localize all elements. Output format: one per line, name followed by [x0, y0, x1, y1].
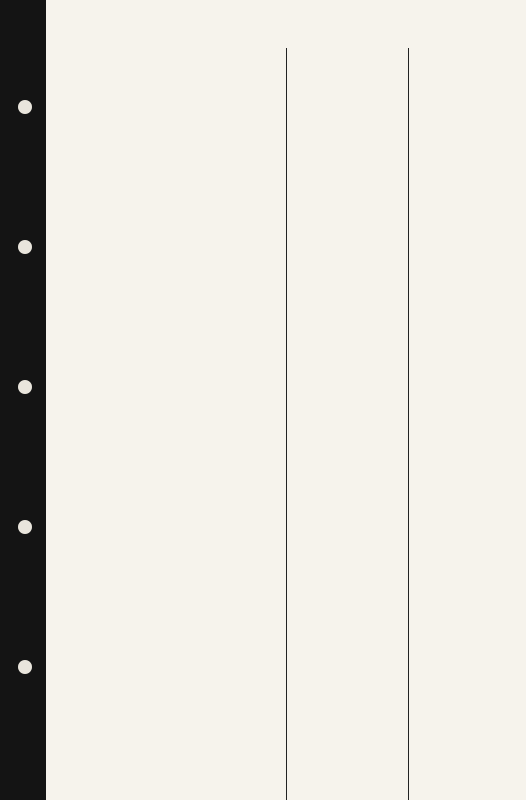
binding-hole — [18, 520, 32, 534]
binding-hole — [18, 660, 32, 674]
column-rule — [286, 48, 287, 800]
binding-strip — [0, 0, 46, 800]
binding-hole — [18, 240, 32, 254]
binding-hole — [18, 380, 32, 394]
column-rule — [408, 48, 409, 800]
binding-hole — [18, 100, 32, 114]
